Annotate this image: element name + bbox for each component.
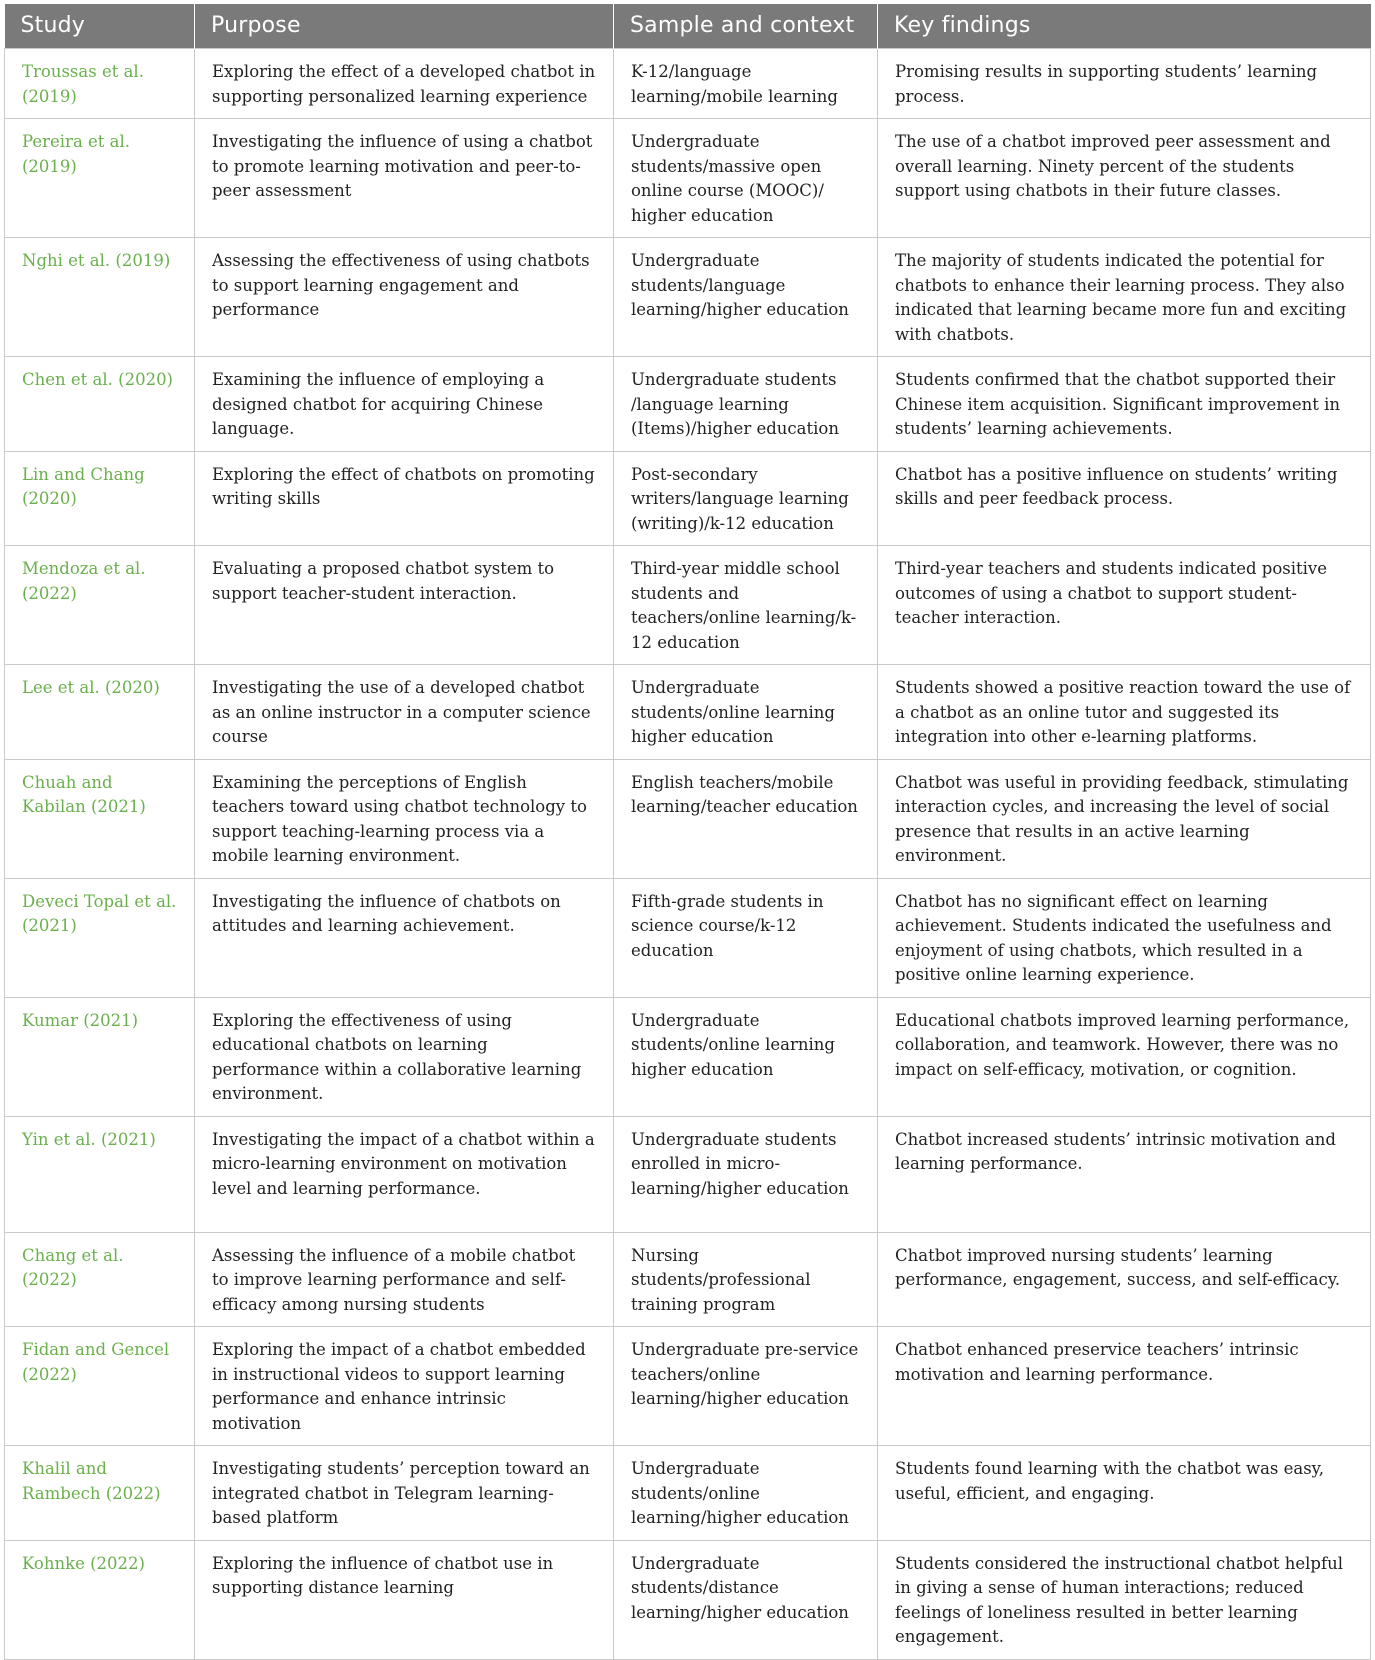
purpose-cell: Investigating students’ perception toward an integrated chatbot in Telegram learning-based platform [195,1446,614,1541]
sample-cell: Undergraduate pre-service teachers/online learning/higher education [614,1327,878,1446]
sample-cell: Undergraduate students/online learning higher education [614,665,878,760]
sample-cell: Fifth-grade students in science course/k-12 education [614,878,878,997]
study-cell[interactable]: Chang et al. (2022) [5,1232,195,1327]
table-row [5,997,1371,1116]
purpose-cell: Exploring the effectiveness of using educational chatbots on learning performance within a collaborative learning environment. [195,997,614,1116]
table-row [5,357,1371,452]
header-study: Study [5,4,195,49]
study-cell[interactable]: Mendoza et al. (2022) [5,546,195,665]
sample-cell: Nursing students/professional training program [614,1232,878,1327]
study-cell[interactable]: Chuah and Kabilan (2021) [5,759,195,878]
findings-cell: Chatbot has no significant effect on learning achievement. Students indicated the usefulness and enjoyment of using chatbots, which resulted in a positive online learning experience. [878,878,1371,997]
purpose-cell: Exploring the effect of chatbots on promoting writing skills [195,451,614,546]
sample-cell: Undergraduate students/language learning/higher education [614,238,878,357]
purpose-cell: Evaluating a proposed chatbot system to support teacher-student interaction. [195,546,614,665]
table-row [5,1446,1371,1541]
findings-cell: Third-year teachers and students indicated positive outcomes of using a chatbot to support student-teacher interaction. [878,546,1371,665]
purpose-cell: Exploring the impact of a chatbot embedded in instructional videos to support learning performance and enhance intrinsic motivation [195,1327,614,1446]
table-row [5,49,1371,119]
header-purpose: Purpose [195,4,614,49]
purpose-cell: Exploring the influence of chatbot use in supporting distance learning [195,1540,614,1659]
sample-cell: Undergraduate students /language learning (Items)/higher education [614,357,878,452]
purpose-cell: Investigating the influence of using a chatbot to promote learning motivation and peer-to-peer assessment [195,119,614,238]
findings-cell: Students considered the instructional chatbot helpful in giving a sense of human interactions; reduced feelings of loneliness resulted in better learning engagement. [878,1540,1371,1659]
study-cell[interactable]: Yin et al. (2021) [5,1116,195,1232]
findings-cell: Chatbot has a positive influence on students’ writing skills and peer feedback process. [878,451,1371,546]
purpose-cell: Investigating the use of a developed chatbot as an online instructor in a computer science course [195,665,614,760]
findings-cell: Students found learning with the chatbot was easy, useful, efficient, and engaging. [878,1446,1371,1541]
table-row [5,1116,1371,1232]
study-cell[interactable]: Fidan and Gencel (2022) [5,1327,195,1446]
table-row [5,119,1371,238]
purpose-cell: Examining the influence of employing a designed chatbot for acquiring Chinese language. [195,357,614,452]
study-cell[interactable]: Deveci Topal et al. (2021) [5,878,195,997]
table-row [5,665,1371,760]
table-row [5,451,1371,546]
table-header [5,4,1371,49]
header-row [5,4,1371,49]
sample-cell: Undergraduate students/massive open online course (MOOC)/ higher education [614,119,878,238]
purpose-cell: Investigating the impact of a chatbot within a micro-learning environment on motivation level and learning performance. [195,1116,614,1232]
study-cell[interactable]: Kumar (2021) [5,997,195,1116]
table-row [5,759,1371,878]
table-row [5,238,1371,357]
header-sample: Sample and context [614,4,878,49]
header-findings: Key findings [878,4,1371,49]
table-row [5,1540,1371,1659]
findings-cell: Promising results in supporting students’ learning process. [878,49,1371,119]
table-row [5,1232,1371,1327]
purpose-cell: Assessing the effectiveness of using chatbots to support learning engagement and performance [195,238,614,357]
purpose-cell: Investigating the influence of chatbots on attitudes and learning achievement. [195,878,614,997]
study-cell[interactable]: Chen et al. (2020) [5,357,195,452]
table-row [5,1327,1371,1446]
study-cell[interactable]: Troussas et al. (2019) [5,49,195,119]
study-cell[interactable]: Kohnke (2022) [5,1540,195,1659]
table-row [5,546,1371,665]
sample-cell: K-12/language learning/mobile learning [614,49,878,119]
findings-cell: Chatbot enhanced preservice teachers’ intrinsic motivation and learning performance. [878,1327,1371,1446]
findings-cell: Chatbot increased students’ intrinsic motivation and learning performance. [878,1116,1371,1232]
sample-cell: Third-year middle school students and teachers/online learning/k-12 education [614,546,878,665]
sample-cell: Undergraduate students/online learning higher education [614,997,878,1116]
sample-cell: Undergraduate students enrolled in micro-learning/higher education [614,1116,878,1232]
findings-cell: The use of a chatbot improved peer assessment and overall learning. Ninety percent of the students support using chatbots in their future classes. [878,119,1371,238]
purpose-cell: Examining the perceptions of English teachers toward using chatbot technology to support teaching-learning process via a mobile learning environment. [195,759,614,878]
sample-cell: Post-secondary writers/language learning (writing)/k-12 education [614,451,878,546]
study-cell[interactable]: Lin and Chang (2020) [5,451,195,546]
findings-cell: The majority of students indicated the potential for chatbots to enhance their learning process. They also indicated that learning became more fun and exciting with chatbots. [878,238,1371,357]
table-row [5,878,1371,997]
sample-cell: English teachers/mobile learning/teacher education [614,759,878,878]
findings-cell: Students showed a positive reaction toward the use of a chatbot as an online tutor and suggested its integration into other e-learning platforms. [878,665,1371,760]
study-cell[interactable]: Lee et al. (2020) [5,665,195,760]
purpose-cell: Assessing the influence of a mobile chatbot to improve learning performance and self-efficacy among nursing students [195,1232,614,1327]
study-cell[interactable]: Khalil and Rambech (2022) [5,1446,195,1541]
purpose-cell: Exploring the effect of a developed chatbot in supporting personalized learning experience [195,49,614,119]
findings-cell: Educational chatbots improved learning performance, collaboration, and teamwork. However, there was no impact on self-efficacy, motivation, or cognition. [878,997,1371,1116]
study-cell[interactable]: Nghi et al. (2019) [5,238,195,357]
findings-cell: Students confirmed that the chatbot supported their Chinese item acquisition. Significant improvement in students’ learning achievements. [878,357,1371,452]
table-body [5,49,1371,1660]
study-cell[interactable]: Pereira et al. (2019) [5,119,195,238]
literature-table [4,4,1371,1660]
sample-cell: Undergraduate students/online learning/higher education [614,1446,878,1541]
sample-cell: Undergraduate students/distance learning/higher education [614,1540,878,1659]
findings-cell: Chatbot was useful in providing feedback, stimulating interaction cycles, and increasing the level of social presence that results in an active learning environment. [878,759,1371,878]
findings-cell: Chatbot improved nursing students’ learning performance, engagement, success, and self-efficacy. [878,1232,1371,1327]
